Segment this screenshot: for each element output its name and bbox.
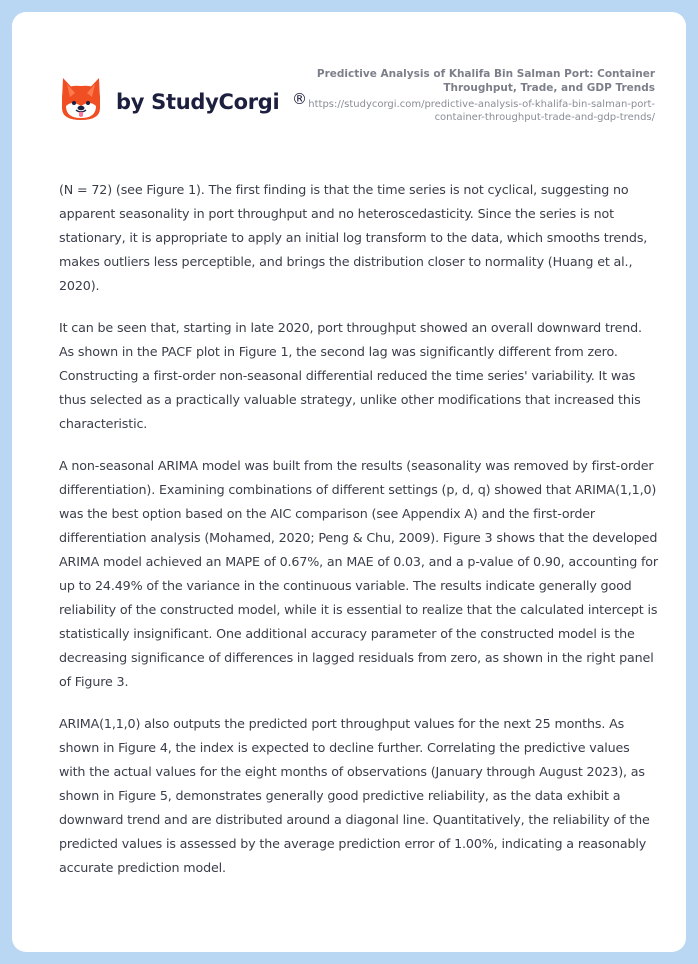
document-url[interactable]: https://studycorgi.com/predictive-analysis-of-khalifa-bin-salman-port-container-throughput-trade-and-gdp-trends/: [308, 99, 655, 123]
paragraph-3: A non-seasonal ARIMA model was built from the results (seasonality was removed by first-order differentiation). Examining combinations of different settings (p, d, q) showed that ARIMA(1,1,0) was the best option based on the AIC comparison (see Appendix A) and the first-order differentiation analysis (Mohamed, 2020; Peng & Chu, 2009). Figure 3 shows that the developed ARIMA model achieved an MAPE of 0.67%, an MAE of 0.03, and a p-value of 0.90, accounting for up to 24.49% of the variance in the continuous variable. The results indicate generally good reliability of the constructed model, while it is essential to realize that the calculated intercept is statistically insignificant. One additional accuracy parameter of the constructed model is the decreasing significance of differences in lagged residuals from zero, as shown in the right panel of Figure 3.: [59, 458, 658, 689]
document-meta: [275, 67, 655, 124]
registered-mark: ®: [292, 90, 307, 108]
studycorgi-logo[interactable]: [60, 76, 307, 122]
paragraph-4: ARIMA(1,1,0) also outputs the predicted port throughput values for the next 25 months. As shown in Figure 4, the index is expected to decline further. Correlating the predictive values with the actual values for the eight months of observations (January through August 2023), as shown in Figure 5, demonstrates generally good predictive reliability, as the data exhibit a downward trend and are distributed around a diagonal line. Quantitatively, the reliability of the predicted values is assessed by the average prediction error of 1.00%, indicating a reasonably accurate prediction model.: [59, 716, 650, 875]
page-header: [12, 12, 686, 152]
document-body: [59, 178, 659, 898]
document-page: [12, 12, 686, 952]
document-title: Predictive Analysis of Khalifa Bin Salman Port: Container Throughput, Trade, and GDP Trends: [316, 68, 655, 94]
logo-text: by StudyCorgi: [116, 90, 280, 114]
paragraph-2: It can be seen that, starting in late 2020, port throughput showed an overall downward trend. As shown in the PACF plot in Figure 1, the second lag was significantly different from zero. Constructing a first-order non-seasonal differential reduced the time series' variability. It was thus selected as a practically valuable strategy, unlike other modifications that increased this characteristic.: [59, 320, 642, 431]
paragraph-1: (N = 72) (see Figure 1). The first finding is that the time series is not cyclical, suggesting no apparent seasonality in port throughput and no heteroscedasticity. Since the series is not stationary, it is appropriate to apply an initial log transform to the data, which smooths trends, makes outliers less perceptible, and brings the distribution closer to normality (Huang et al., 2020).: [59, 182, 648, 293]
corgi-logo-icon: [60, 76, 102, 122]
